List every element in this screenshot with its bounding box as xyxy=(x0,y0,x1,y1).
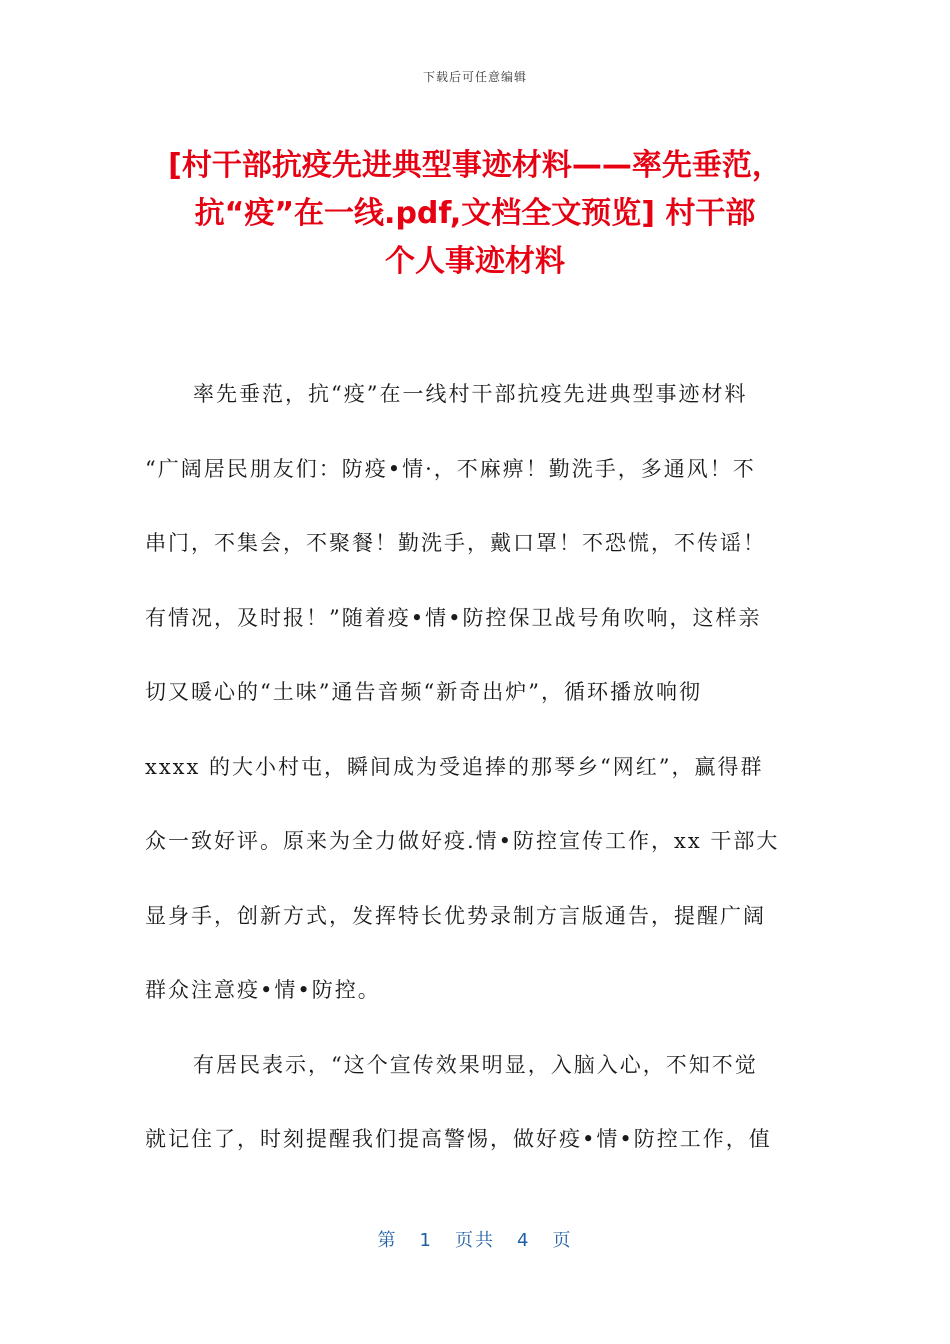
page-suffix: 页 xyxy=(552,1230,573,1251)
title-line-1: [村干部抗疫先进典型事迹材料——率先垂范， xyxy=(168,148,782,183)
document-body xyxy=(145,368,805,1188)
document-title xyxy=(130,142,820,286)
body-line: 率先垂范，抗“疫”在一线村干部抗疫先进典型事迹材料 xyxy=(193,382,748,406)
body-line: 群众注意疫•情•防控。 xyxy=(145,978,381,1002)
page-total: 4 xyxy=(517,1230,531,1251)
title-line-3: 个人事迹材料 xyxy=(385,244,565,279)
body-line: xxxx 的大小村屯，瞬间成为受追捧的那琴乡“网红”，赢得群 xyxy=(145,754,764,779)
page-middle: 页共 xyxy=(455,1230,495,1251)
body-line: “广阔居民朋友们：防疫•情·，不麻痹！勤洗手，多通风！不 xyxy=(145,456,756,481)
page-prefix: 第 xyxy=(377,1230,398,1251)
title-line-2: 抗“疫”在一线.pdf,文档全文预览] 村干部 xyxy=(194,196,756,231)
body-line: 有情况，及时报！”随着疫•情•防控保卫战号角吹响，这样亲 xyxy=(145,605,762,630)
body-line: 显身手，创新方式，发挥特长优势录制方言版通告，提醒广阔 xyxy=(145,903,766,928)
body-line: 切又暖心的“土味”通告音频“新奇出炉”，循环播放响彻 xyxy=(145,680,702,704)
body-line: 就记住了，时刻提醒我们提高警惕，做好疫•情•防控工作，值 xyxy=(145,1127,772,1151)
page-number: 1 xyxy=(419,1230,433,1251)
page-footer xyxy=(0,1226,950,1252)
body-line: 众一致好评。原来为全力做好疫.情•防控宣传工作，xx 干部大 xyxy=(145,829,780,853)
body-line: 有居民表示，“这个宣传效果明显，入脑入心，不知不觉 xyxy=(193,1052,758,1077)
body-line: 串门，不集会，不聚餐！勤洗手，戴口罩！不恐慌，不传谣！ xyxy=(145,531,766,555)
header-note: 下载后可任意编辑 xyxy=(422,70,527,84)
